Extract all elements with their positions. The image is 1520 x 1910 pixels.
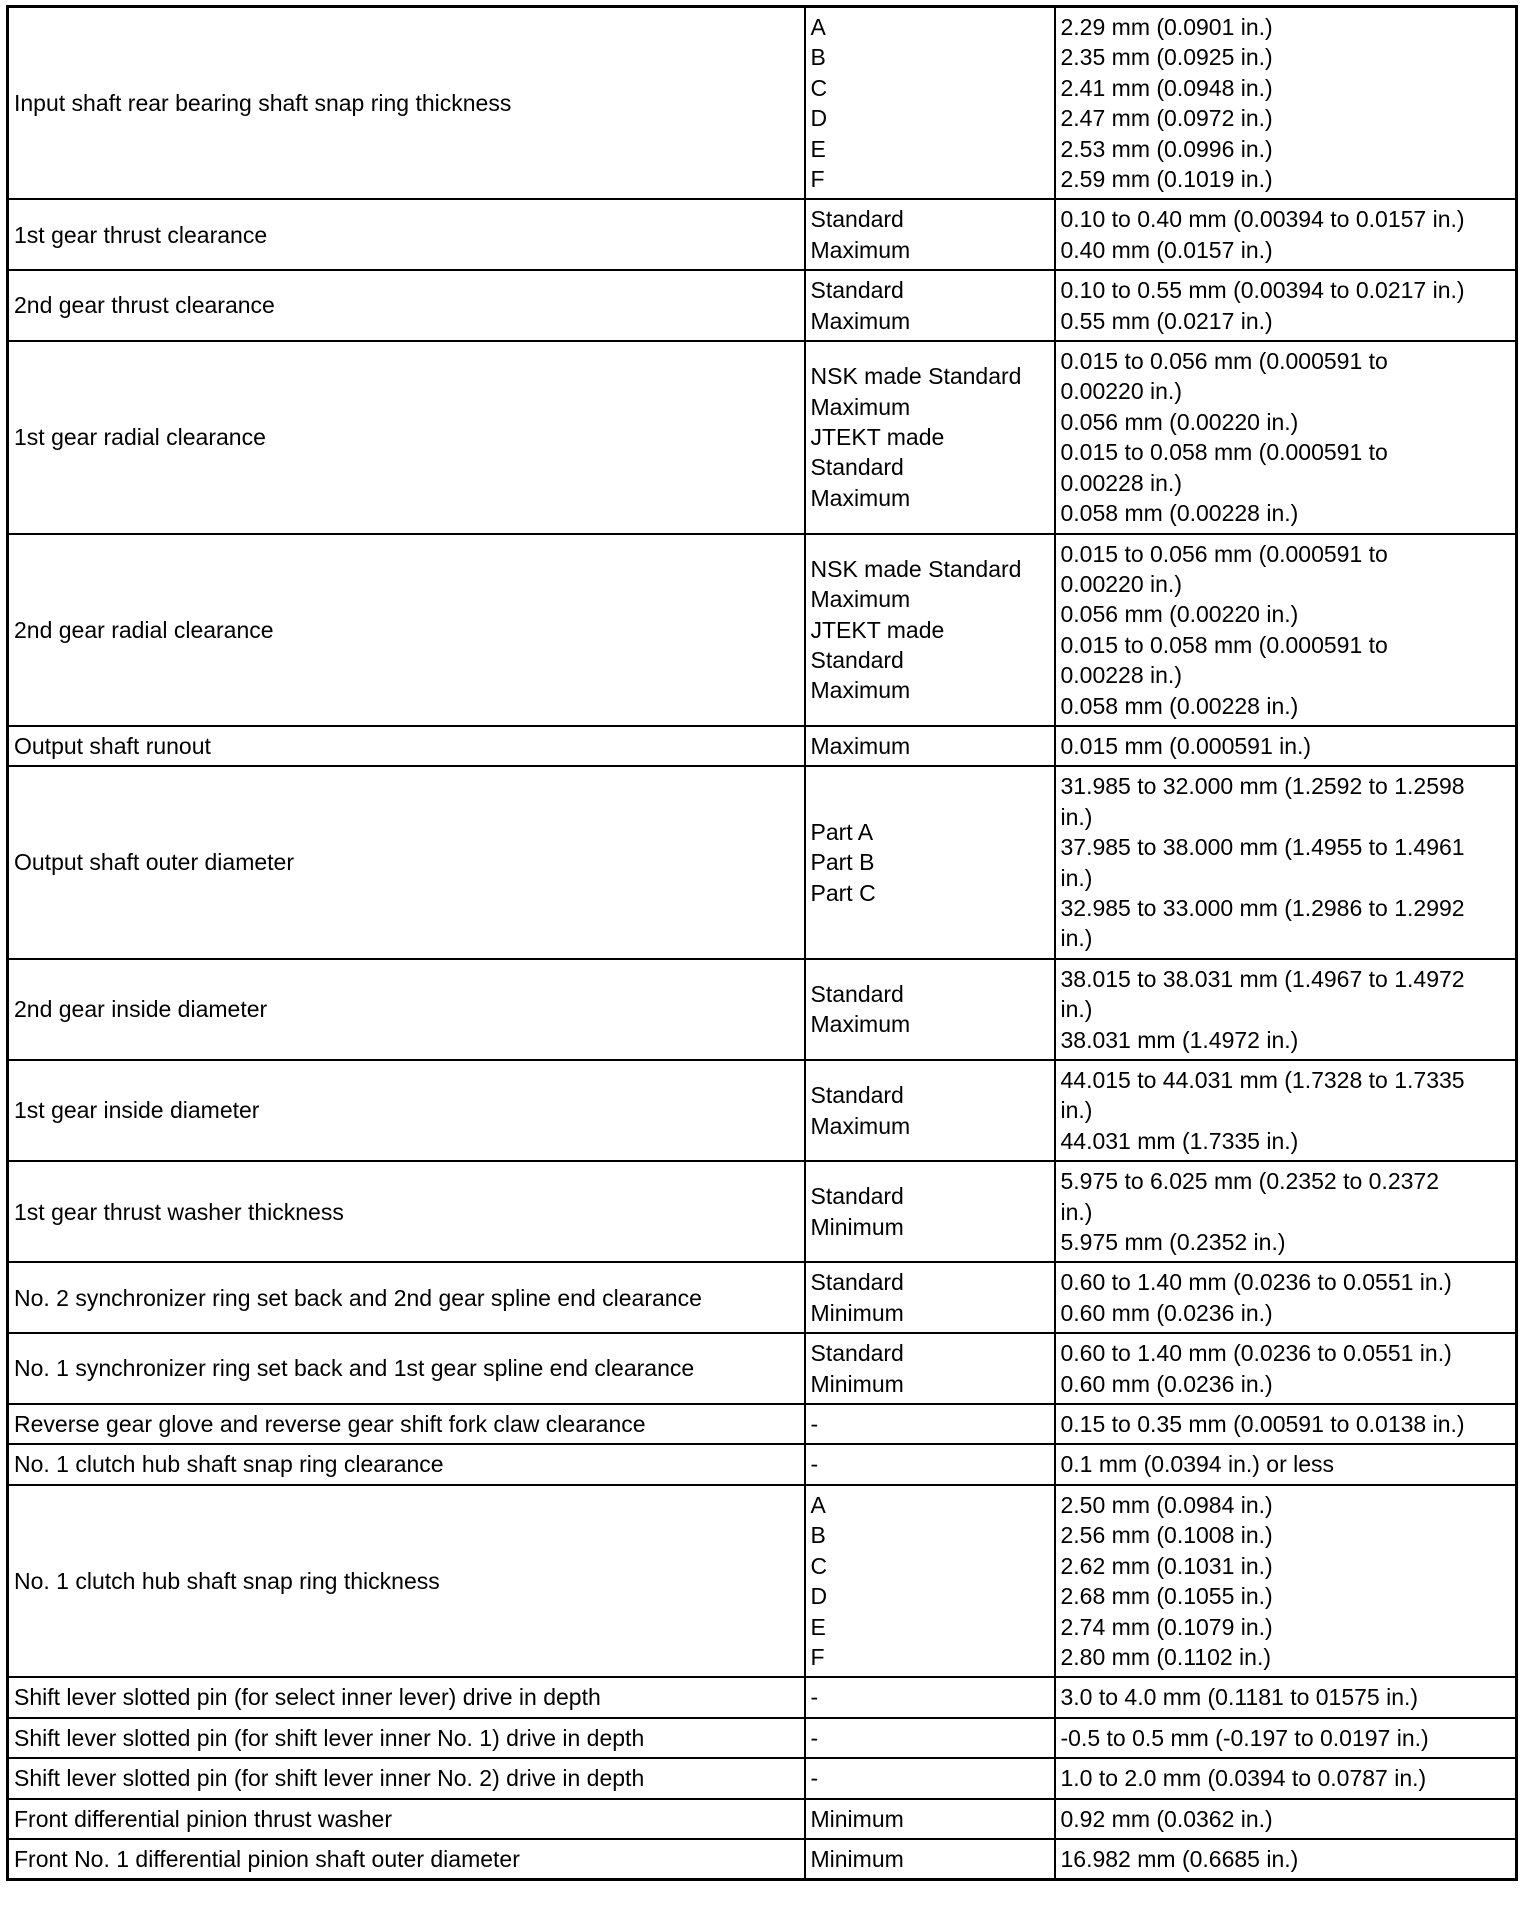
value-line: 0.00228 in.) xyxy=(1060,662,1182,689)
condition-line: - xyxy=(810,1411,819,1438)
value-line: 0.40 mm (0.0157 in.) xyxy=(1060,236,1273,263)
value-line: 0.056 mm (0.00220 in.) xyxy=(1060,601,1299,628)
value-line: 0.55 mm (0.0217 in.) xyxy=(1060,307,1273,334)
condition-line: E xyxy=(810,135,826,162)
condition-cell xyxy=(805,7,1055,200)
condition-line: Minimum xyxy=(810,1805,904,1832)
value-cell xyxy=(1055,1758,1517,1798)
table-row xyxy=(8,726,1517,766)
item-cell: 2nd gear inside diameter xyxy=(8,959,805,1060)
value-cell xyxy=(1055,7,1517,200)
item-cell: No. 2 synchronizer ring set back and 2nd gear spline end clearance xyxy=(8,1262,805,1333)
condition-line: Maximum xyxy=(810,677,911,704)
value-cell xyxy=(1055,959,1517,1060)
item-cell: No. 1 clutch hub shaft snap ring thickness xyxy=(8,1485,805,1677)
value-line: 0.015 to 0.058 mm (0.000591 to xyxy=(1060,631,1388,658)
condition-line: NSK made Standard xyxy=(810,555,1022,582)
value-line: 2.59 mm (0.1019 in.) xyxy=(1060,166,1273,193)
value-cell xyxy=(1055,270,1517,341)
value-line: 0.00228 in.) xyxy=(1060,469,1182,496)
value-line: 2.74 mm (0.1079 in.) xyxy=(1060,1613,1273,1640)
condition-line: Maximum xyxy=(810,732,911,759)
value-line: 2.68 mm (0.1055 in.) xyxy=(1060,1583,1273,1610)
value-line: in.) xyxy=(1060,925,1093,952)
condition-cell xyxy=(805,766,1055,958)
value-line: in.) xyxy=(1060,1097,1093,1124)
value-line: 44.031 mm (1.7335 in.) xyxy=(1060,1127,1299,1154)
item-cell: Input shaft rear bearing shaft snap ring thickness xyxy=(8,7,805,200)
item-cell: Shift lever slotted pin (for shift lever inner No. 1) drive in depth xyxy=(8,1718,805,1758)
condition-line: D xyxy=(810,1583,828,1610)
value-line: 2.56 mm (0.1008 in.) xyxy=(1060,1522,1273,1549)
value-line: 0.10 to 0.40 mm (0.00394 to 0.0157 in.) xyxy=(1060,206,1465,233)
value-line: 0.058 mm (0.00228 in.) xyxy=(1060,500,1299,527)
value-cell xyxy=(1055,1161,1517,1262)
value-line: 5.975 mm (0.2352 in.) xyxy=(1060,1229,1286,1256)
item-cell: No. 1 clutch hub shaft snap ring clearance xyxy=(8,1444,805,1484)
condition-line: A xyxy=(810,14,826,40)
value-line: 2.47 mm (0.0972 in.) xyxy=(1060,105,1273,132)
item-cell: 1st gear inside diameter xyxy=(8,1060,805,1161)
value-line: 37.985 to 38.000 mm (1.4955 to 1.4961 xyxy=(1060,834,1465,861)
item-cell: Shift lever slotted pin (for select inner lever) drive in depth xyxy=(8,1677,805,1717)
condition-line: A xyxy=(810,1491,826,1518)
condition-line: C xyxy=(810,1552,828,1579)
condition-line: Minimum xyxy=(810,1213,904,1240)
value-line: 2.80 mm (0.1102 in.) xyxy=(1060,1643,1272,1670)
value-line: 0.00220 in.) xyxy=(1060,570,1182,597)
condition-line: Standard xyxy=(810,980,904,1007)
condition-line: Maximum xyxy=(810,393,911,420)
table-row xyxy=(8,270,1517,341)
item-cell: No. 1 synchronizer ring set back and 1st gear spline end clearance xyxy=(8,1333,805,1404)
item-cell: Front No. 1 differential pinion shaft outer diameter xyxy=(8,1839,805,1880)
condition-cell xyxy=(805,534,1055,726)
condition-cell xyxy=(805,959,1055,1060)
condition-line: B xyxy=(810,1522,826,1549)
condition-cell xyxy=(805,199,1055,270)
condition-line: Minimum xyxy=(810,1299,904,1326)
condition-cell xyxy=(805,341,1055,533)
condition-cell xyxy=(805,1404,1055,1444)
item-cell: Output shaft outer diameter xyxy=(8,766,805,958)
value-line: 0.60 to 1.40 mm (0.0236 to 0.0551 in.) xyxy=(1060,1269,1452,1296)
value-cell xyxy=(1055,1060,1517,1161)
table-row xyxy=(8,1262,1517,1333)
condition-line: - xyxy=(810,1724,819,1751)
table-row xyxy=(8,1485,1517,1677)
table-row xyxy=(8,1333,1517,1404)
table-row xyxy=(8,959,1517,1060)
condition-line: D xyxy=(810,105,828,132)
table-row xyxy=(8,341,1517,533)
condition-line: Standard xyxy=(810,1082,904,1109)
table-row xyxy=(8,1758,1517,1798)
condition-cell xyxy=(805,1839,1055,1880)
condition-line: Maximum xyxy=(810,236,911,263)
value-line: 0.92 mm (0.0362 in.) xyxy=(1060,1805,1273,1832)
table-row xyxy=(8,766,1517,958)
value-line: 2.41 mm (0.0948 in.) xyxy=(1060,74,1273,101)
specification-table-body xyxy=(8,7,1517,1880)
condition-cell xyxy=(805,1677,1055,1717)
value-line: 0.058 mm (0.00228 in.) xyxy=(1060,692,1299,719)
value-line: 2.62 mm (0.1031 in.) xyxy=(1060,1552,1273,1579)
table-row xyxy=(8,1444,1517,1484)
value-cell xyxy=(1055,726,1517,766)
condition-cell xyxy=(805,1262,1055,1333)
condition-line: Standard xyxy=(810,1340,904,1367)
value-line: 0.015 to 0.056 mm (0.000591 to xyxy=(1060,348,1388,375)
condition-line: Standard xyxy=(810,206,904,233)
condition-cell xyxy=(805,1799,1055,1839)
condition-cell xyxy=(805,1333,1055,1404)
table-row xyxy=(8,199,1517,270)
value-line: 0.015 to 0.056 mm (0.000591 to xyxy=(1060,540,1388,567)
condition-line: E xyxy=(810,1613,826,1640)
value-line: in.) xyxy=(1060,1198,1093,1225)
value-line: 16.982 mm (0.6685 in.) xyxy=(1060,1845,1299,1872)
value-cell xyxy=(1055,1444,1517,1484)
value-line: 0.1 mm (0.0394 in.) or less xyxy=(1060,1451,1335,1478)
condition-line: JTEKT made xyxy=(810,616,945,643)
item-cell: 2nd gear thrust clearance xyxy=(8,270,805,341)
condition-cell xyxy=(805,1758,1055,1798)
value-cell xyxy=(1055,199,1517,270)
value-line: 32.985 to 33.000 mm (1.2986 to 1.2992 xyxy=(1060,894,1465,921)
condition-line: Minimum xyxy=(810,1845,904,1872)
table-row xyxy=(8,1404,1517,1444)
item-cell: 1st gear thrust clearance xyxy=(8,199,805,270)
value-cell xyxy=(1055,1485,1517,1677)
table-row xyxy=(8,1060,1517,1161)
condition-cell xyxy=(805,1161,1055,1262)
condition-line: F xyxy=(810,166,825,193)
table-row xyxy=(8,1677,1517,1717)
condition-line: Maximum xyxy=(810,307,911,334)
table-row xyxy=(8,7,1517,200)
condition-line: Standard xyxy=(810,454,904,481)
condition-line: - xyxy=(810,1451,819,1478)
condition-line: Maximum xyxy=(810,484,911,511)
value-line: in.) xyxy=(1060,803,1093,830)
table-row xyxy=(8,1799,1517,1839)
value-cell xyxy=(1055,1404,1517,1444)
value-line: 1.0 to 2.0 mm (0.0394 to 0.0787 in.) xyxy=(1060,1765,1427,1792)
value-line: 0.056 mm (0.00220 in.) xyxy=(1060,408,1299,435)
condition-line: Maximum xyxy=(810,586,911,613)
value-line: 0.00220 in.) xyxy=(1060,378,1182,405)
value-line: 0.015 to 0.058 mm (0.000591 to xyxy=(1060,439,1388,466)
condition-line: JTEKT made xyxy=(810,424,945,451)
table-row xyxy=(8,1161,1517,1262)
condition-cell xyxy=(805,1485,1055,1677)
item-cell: Front differential pinion thrust washer xyxy=(8,1799,805,1839)
item-cell: Reverse gear glove and reverse gear shift fork claw clearance xyxy=(8,1404,805,1444)
condition-line: Maximum xyxy=(810,1112,911,1139)
value-cell xyxy=(1055,534,1517,726)
value-line: 38.015 to 38.031 mm (1.4967 to 1.4972 xyxy=(1060,965,1465,992)
table-row xyxy=(8,534,1517,726)
condition-line: - xyxy=(810,1765,819,1792)
value-line: 0.15 to 0.35 mm (0.00591 to 0.0138 in.) xyxy=(1060,1411,1465,1438)
table-row xyxy=(8,1839,1517,1880)
value-cell xyxy=(1055,1333,1517,1404)
condition-cell xyxy=(805,1718,1055,1758)
value-line: 2.29 mm (0.0901 in.) xyxy=(1060,14,1273,40)
value-cell xyxy=(1055,1262,1517,1333)
specification-table xyxy=(6,5,1518,1881)
condition-line: Minimum xyxy=(810,1370,904,1397)
value-line: 0.60 mm (0.0236 in.) xyxy=(1060,1370,1273,1397)
value-line: in.) xyxy=(1060,864,1093,891)
condition-line: Standard xyxy=(810,646,904,673)
condition-line: NSK made Standard xyxy=(810,363,1022,390)
item-cell: 2nd gear radial clearance xyxy=(8,534,805,726)
value-cell xyxy=(1055,1677,1517,1717)
value-line: 38.031 mm (1.4972 in.) xyxy=(1060,1026,1299,1053)
value-cell xyxy=(1055,341,1517,533)
condition-cell xyxy=(805,726,1055,766)
value-cell xyxy=(1055,1839,1517,1880)
item-cell: Shift lever slotted pin (for shift lever inner No. 2) drive in depth xyxy=(8,1758,805,1798)
value-cell xyxy=(1055,1799,1517,1839)
condition-cell xyxy=(805,270,1055,341)
item-cell: Output shaft runout xyxy=(8,726,805,766)
condition-line: C xyxy=(810,74,828,101)
value-cell xyxy=(1055,766,1517,958)
condition-cell xyxy=(805,1060,1055,1161)
value-line: in.) xyxy=(1060,996,1093,1023)
condition-line: Maximum xyxy=(810,1011,911,1038)
value-line: 0.60 to 1.40 mm (0.0236 to 0.0551 in.) xyxy=(1060,1340,1452,1367)
value-line: 44.015 to 44.031 mm (1.7328 to 1.7335 xyxy=(1060,1067,1465,1093)
value-line: 0.015 mm (0.000591 in.) xyxy=(1060,732,1312,759)
item-cell: 1st gear thrust washer thickness xyxy=(8,1161,805,1262)
item-cell: 1st gear radial clearance xyxy=(8,341,805,533)
condition-line: Part B xyxy=(810,849,875,876)
condition-line: Part A xyxy=(810,818,874,845)
value-line: 0.60 mm (0.0236 in.) xyxy=(1060,1299,1273,1326)
value-line: 31.985 to 32.000 mm (1.2592 to 1.2598 xyxy=(1060,773,1465,800)
condition-line: Standard xyxy=(810,1269,904,1296)
condition-cell xyxy=(805,1444,1055,1484)
condition-line: B xyxy=(810,44,826,71)
value-line: 2.53 mm (0.0996 in.) xyxy=(1060,135,1273,162)
value-line: -0.5 to 0.5 mm (-0.197 to 0.0197 in.) xyxy=(1060,1724,1429,1751)
condition-line: Standard xyxy=(810,1183,904,1210)
condition-line: - xyxy=(810,1684,819,1711)
value-line: 0.10 to 0.55 mm (0.00394 to 0.0217 in.) xyxy=(1060,277,1465,304)
condition-line: Standard xyxy=(810,277,904,304)
value-line: 2.35 mm (0.0925 in.) xyxy=(1060,44,1273,71)
value-line: 3.0 to 4.0 mm (0.1181 to 01575 in.) xyxy=(1060,1684,1419,1711)
value-line: 5.975 to 6.025 mm (0.2352 to 0.2372 xyxy=(1060,1168,1439,1195)
value-cell xyxy=(1055,1718,1517,1758)
condition-line: Part C xyxy=(810,879,876,906)
table-row xyxy=(8,1718,1517,1758)
value-line: 2.50 mm (0.0984 in.) xyxy=(1060,1491,1273,1518)
condition-line: F xyxy=(810,1643,825,1670)
